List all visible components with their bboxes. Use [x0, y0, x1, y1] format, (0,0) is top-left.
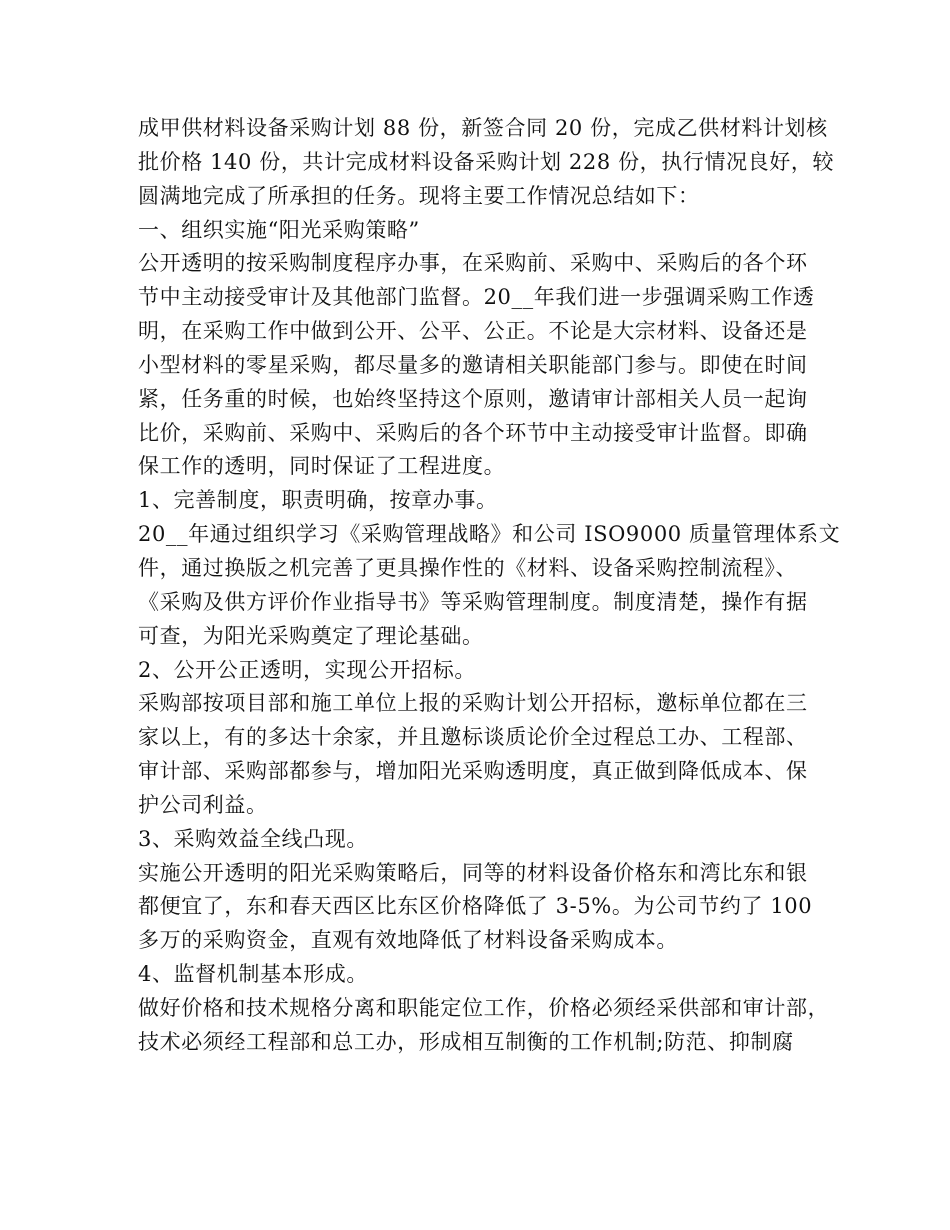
text-line: 件，通过换版之机完善了更具操作性的《材料、设备采购控制流程》、	[138, 555, 798, 580]
text-line: 可查，为阳光采购奠定了理论基础。	[138, 623, 484, 648]
text-line: 技术必须经工程部和总工办，形成相互制衡的工作机制;防范、抑制腐	[138, 1029, 794, 1054]
text-line: 批价格 140 份，共计完成材料设备采购计划 228 份，执行情况良好，较	[138, 149, 835, 174]
text-line: 实施公开透明的阳光采购策略后，同等的材料设备价格东和湾比东和银	[138, 860, 808, 885]
text-line: 紧，任务重的时候，也始终坚持这个原则，邀请审计部相关人员一起询	[138, 386, 808, 411]
text-line: 比价，采购前、采购中、采购后的各个环节中主动接受审计监督。即确	[138, 420, 808, 445]
subsection-heading: 4、监督机制基本形成。	[138, 962, 368, 987]
subsection-heading: 3、采购效益全线凸现。	[138, 826, 368, 851]
text-line: 小型材料的零星采购，都尽量多的邀请相关职能部门参与。即使在时间	[138, 352, 808, 377]
text-line: 审计部、采购部都参与，增加阳光采购透明度，真正做到降低成本、保	[138, 759, 808, 784]
document-body	[138, 112, 841, 1060]
text-line: 节中主动接受审计及其他部门监督。20__年我们进一步强调采购工作透	[138, 285, 815, 310]
subsection-heading: 2、公开公正透明，实现公开招标。	[138, 657, 476, 682]
text-line: 保工作的透明，同时保证了工程进度。	[138, 454, 506, 479]
text-line: 公开透明的按采购制度程序办事，在采购前、采购中、采购后的各个环	[138, 251, 808, 276]
text-line: 护公司利益。	[138, 792, 268, 817]
text-line: 圆满地完成了所承担的任务。现将主要工作情况总结如下：	[138, 183, 700, 208]
subsection-heading: 1、完善制度，职责明确，按章办事。	[138, 488, 498, 513]
text-line: 成甲供材料设备采购计划 88 份，新签合同 20 份，完成乙供材料计划核	[138, 116, 828, 140]
text-line: 明，在采购工作中做到公开、公平、公正。不论是大宗材料、设备还是	[138, 319, 808, 344]
text-line: 多万的采购资金，直观有效地降低了材料设备采购成本。	[138, 928, 678, 953]
text-line: 家以上，有的多达十余家，并且邀标谈质论价全过程总工办、工程部、	[138, 725, 808, 750]
text-line: 都便宜了，东和春天西区比东区价格降低了 3-5%。为公司节约了 100	[138, 894, 813, 919]
text-line: 做好价格和技术规格分离和职能定位工作，价格必须经采供部和审计部，	[138, 995, 830, 1020]
text-line: 20__年通过组织学习《采购管理战略》和公司 ISO9000 质量管理体系文	[138, 522, 841, 547]
text-line: 《采购及供方评价作业指导书》等采购管理制度。制度清楚，操作有据	[138, 589, 808, 614]
section-heading: 一、组织实施“阳光采购策略”	[138, 217, 420, 242]
text-line: 采购部按项目部和施工单位上报的采购计划公开招标，邀标单位都在三	[138, 691, 808, 716]
